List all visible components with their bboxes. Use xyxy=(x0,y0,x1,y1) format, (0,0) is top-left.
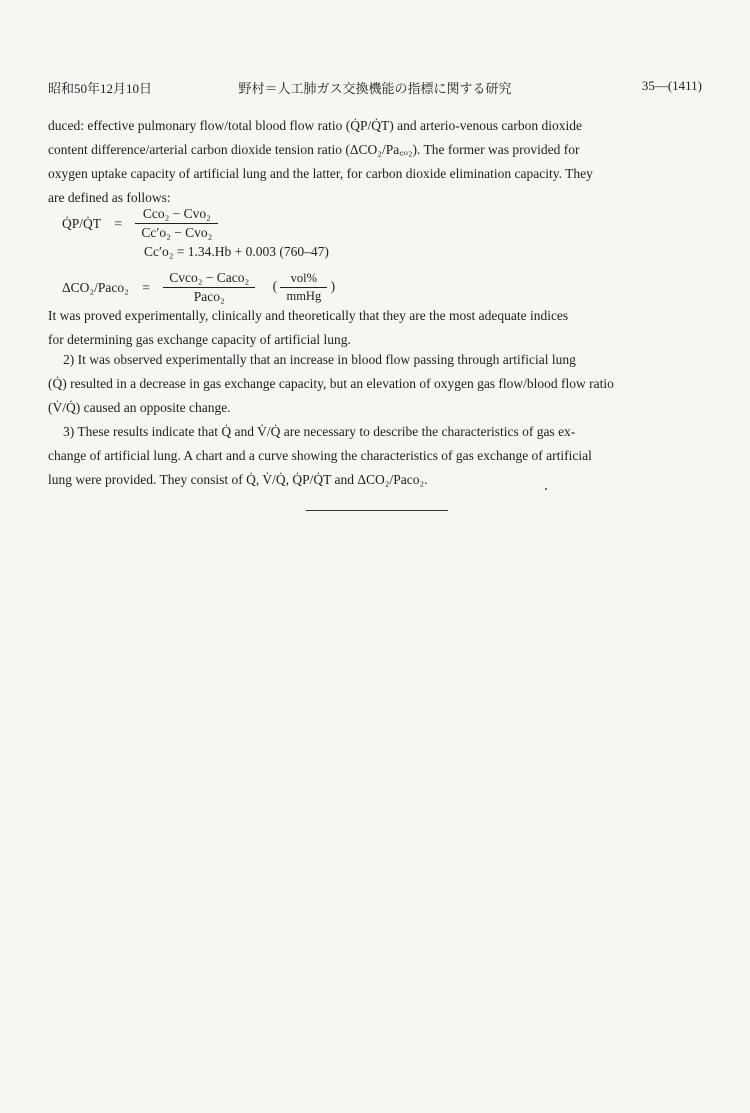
header-date: 昭和50年12月10日 xyxy=(48,81,153,96)
formula-lhs: ΔCO₂/Paco₂ xyxy=(62,279,129,295)
formula-cc-o2: Cc′o₂ = 1.34.Hb + 0.003 (760–47) xyxy=(144,244,329,259)
unit-expression xyxy=(273,271,335,304)
unit-fraction xyxy=(280,271,327,304)
paragraph-proved xyxy=(48,304,702,352)
stray-dot xyxy=(545,488,547,490)
fraction xyxy=(163,270,255,305)
equals-sign: = xyxy=(114,215,123,231)
paragraph-intro xyxy=(48,114,702,210)
paragraph-finding-3 xyxy=(48,420,702,492)
text-line: It was proved experimentally, clinically and theoretically that they are the most adequate indices xyxy=(48,308,569,323)
fraction-denominator: Paco₂ xyxy=(193,289,225,304)
unit-open-paren: ( xyxy=(272,278,278,294)
text-line: oxygen uptake capacity of artificial lung and the latter, for carbon dioxide elimination capacity. They xyxy=(48,166,593,181)
end-rule-divider xyxy=(306,510,448,511)
paragraph-finding-2 xyxy=(48,348,702,420)
fraction-denominator: Cc′o₂ − Cvo₂ xyxy=(141,225,213,240)
text-line: change of artificial lung. A chart and a curve showing the characteristics of gas exchange of artificial xyxy=(48,448,592,463)
unit-numerator: vol% xyxy=(280,271,327,288)
fraction-numerator: Cco₂ − Cvo₂ xyxy=(135,206,218,224)
fraction-numerator: Cvco₂ − Caco₂ xyxy=(163,270,255,288)
header-page-number: 35—(1411) xyxy=(641,78,702,93)
text-line: lung were provided. They consist of Q̇, V̇/Q̇, Q̇P/Q̇T and ΔCO₂/Paco₂. xyxy=(48,472,428,487)
formula-dco2-paco2 xyxy=(62,270,335,305)
formula-qp-qt xyxy=(62,206,218,241)
header-title: 野村＝人工肺ガス交換機能の指標に関する研究 xyxy=(238,81,512,96)
fraction xyxy=(135,206,218,241)
equals-sign: = xyxy=(142,279,150,295)
text-line: for determining gas exchange capacity of artificial lung. xyxy=(48,332,351,347)
text-line: (V̇/Q̇) caused an opposite change. xyxy=(48,400,231,415)
text-line: duced: effective pulmonary flow/total blood flow ratio (Q̇P/Q̇T) and arterio-venous carbon dioxide xyxy=(48,118,582,133)
formula-lhs: Q̇P/Q̇T xyxy=(62,215,102,231)
unit-denominator: mmHg xyxy=(286,289,322,303)
text-line: are defined as follows: xyxy=(48,190,171,205)
text-line: 2) It was observed experimentally that an increase in blood flow passing through artificial lung xyxy=(63,352,576,367)
page-header xyxy=(48,78,702,98)
text-line: 3) These results indicate that Q̇ and V̇/Q̇ are necessary to describe the characteristics of gas ex- xyxy=(63,424,576,439)
unit-close-paren: ) xyxy=(330,278,336,294)
text-line: (Q̇) resulted in a decrease in gas exchange capacity, but an elevation of oxygen gas flow/blood flow ratio xyxy=(48,376,614,391)
text-line: content difference/arterial carbon dioxide tension ratio (ΔCO₂/Pa꜀ₒ₂). The former was provided for xyxy=(48,142,580,157)
